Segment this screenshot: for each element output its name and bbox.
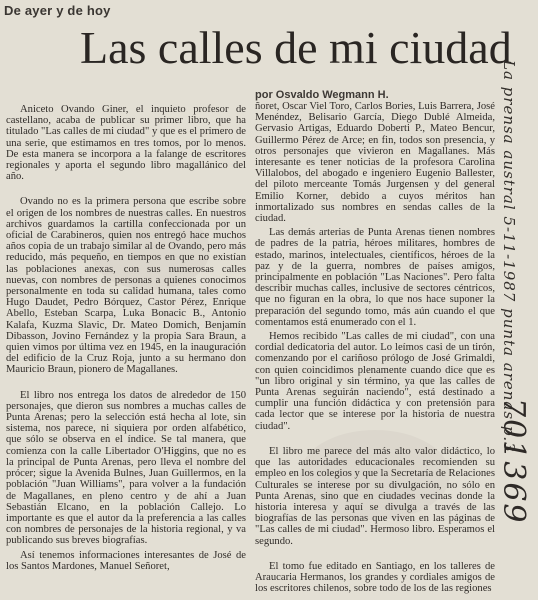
paragraph: Hemos recibido "Las calles de mi ciudad", con una cordial dedicatoria del autor. Lo leímos casi de un tirón, comenzando por el cariñoso prólogo de José Grimaldi, con quien coincidimos plenamente cuando dice que es "un libro original y sin término, ya que las calles de Punta Arenas seguirán naciendo", está destinado a cumplir una función didáctica y con pretensión para cada lector que se interese por la historia de nuestra ciudad". bbox=[255, 331, 495, 432]
paragraph: El tomo fue editado en Santiago, en los talleres de Araucaria Hermanos, los grandes y cordiales amigos de los escritores chilenos, sobre todo de los de las regiones bbox=[255, 560, 495, 595]
article-headline: Las calles de mi ciudad bbox=[80, 22, 512, 73]
paragraph: Las demás arterias de Punta Arenas tienen nombres de padres de la patria, héroes militares, hombres de estado, marinos, intelectuales, científicos, héroes de la paz y de la guerra, nombres de países amigos, principalmente en población "Las Naciones". Pero falta describir muchas calles, inclusive de sectores céntricos, que no figuran en la obra, lo que nos hace suponer la preparación del segundo tomo, más aún cuando el que comentamos está enumerado con el 1. bbox=[255, 227, 495, 328]
right-column bbox=[255, 101, 495, 600]
paragraph: Aniceto Ovando Giner, el inquieto profesor de castellano, acaba de publicar su primer libro, que ha titulado "Las calles de mi ciudad" y que es el primero de una serie, que estimamos en tres tomos, por lo menos. De esta manera se incorpora a la falange de escritores regionales y aporta el segundo libro magallánico del año. bbox=[6, 104, 246, 183]
paragraph: El libro me parece del más alto valor didáctico, lo que las autoridades educacionales recomienden su empleo en los colegios y que la Secretaría de Relaciones Culturales se interese por su divulgación, no sólo en Punta Arenas, sino que en ciudades vecinas donde la historia interesa y aquí se divulga a través de las biografías de las personas que viven en las páginas de "Las calles de mi ciudad". Hermoso libro. Esperamos el segundo. bbox=[255, 445, 495, 547]
handwritten-source-note: La prensa austral 5-11-1987 punta arenas p.3 bbox=[500, 60, 518, 453]
handwritten-catalog-number: 701369 bbox=[496, 398, 531, 525]
paragraph: El libro nos entrega los datos de alrededor de 150 personajes, que dieron sus nombres a muchas calles de Punta Arenas; pero la selección está hecha al lote, sin sistema, nos parece, ni siquiera por orden alfabético, que sólo se observa en el índice. Se tal manera, que comienza con la calle Libertador O'Higgins, que no es la principal de Punta Arenas, pero lleva el nombre del prócer; sigue la Avenida Bulnes, Juan Guillermos, en la población "Juan Williams", para volver a la fundación de Magallanes, en pleno centro y de ahí a Juan Sebastián Elcano, en la población Callejo. Lo importante es que el autor da la preferencia a las calles con nombres de personajes de la historia regional, y va publicando sus breves biografías. bbox=[6, 389, 246, 547]
paragraph: ñoret, Oscar Viel Toro, Carlos Bories, Luis Barrera, José Menéndez, Belisario García, Diego Dublé Almeida, Gervasio Artigas, Eduardo Doberti P., Mateo Bencur, Guillermo Pérez de Arce; en fin, todos son presencia, y otros personajes que vivieron en Magallanes. Más interesante es tener noticias de la profesora Carolina Villalobos, del abogado e ingeniero Eugenio Ballester, del piloto merceante Tomás Jurgensen y del general Emilio Korner, debido a cuyos méritos han inmortalizado sus nombres en sendas calles de la ciudad. bbox=[255, 101, 495, 225]
paragraph: Ovando no es la primera persona que escribe sobre el origen de los nombres de nuestras calles. En nuestros archivos guardamos la cartilla confeccionada por un oficial de Carabineros, quien nos entregó hace muchos años copia de un trabajo similar al de Ovando, pero más reducido, más pequeño, en tiempos en que no existían las poblaciones anexas, con sus numerosas calles nuevas, con nombres de personas a quienes conocimos personalmente en toda su calidad humana, tales como Hugo Daudet, Pedro Bórquez, Castor Pérez, Enrique Abello, Esteban Scarpa, Luka Bonacic B., Antonio Kalafa, Kuzma Slavic, Dr. Mateo Domich, Benjamín Dibasson, Jovino Fernández y la propia Sara Braun, a quien vimos por última vez en 1945, en la inauguración del edificio de la Cruz Roja, junto a su hermano don Mauricio Braun, pionero de Magallanes. bbox=[6, 196, 246, 376]
left-column bbox=[6, 104, 246, 600]
paragraph: Así tenemos informaciones interesantes de José de los Santos Mardones, Manuel Señoret, bbox=[6, 549, 246, 572]
section-label: De ayer y de hoy bbox=[4, 3, 111, 18]
article-byline: por Osvaldo Wegmann H. bbox=[255, 89, 389, 101]
